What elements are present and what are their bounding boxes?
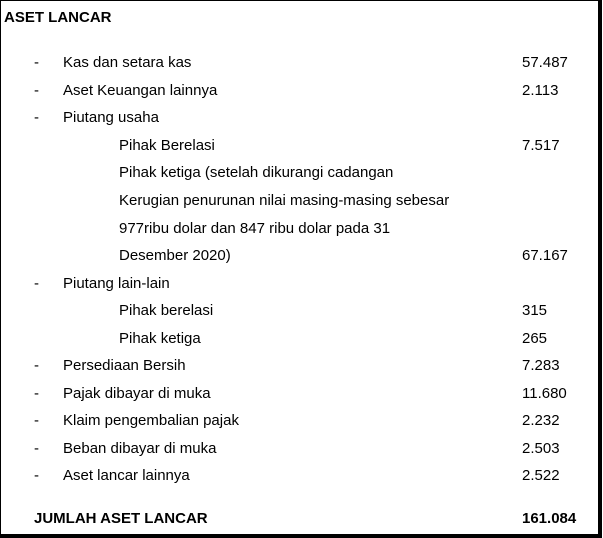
item-value: 7.283 [522, 357, 560, 374]
bullet-dash: - [34, 82, 39, 99]
bullet-dash: - [34, 357, 39, 374]
item-value: 67.167 [522, 247, 568, 264]
item-value: 265 [522, 330, 548, 347]
bullet-dash: - [34, 385, 39, 402]
bullet-dash: - [34, 275, 39, 292]
item-label: Piutang usaha [63, 109, 159, 126]
item-value: 2.503 [522, 440, 560, 457]
sub-item-label: Desember 2020) [119, 247, 231, 264]
list-item [1, 52, 598, 74]
bullet-dash: - [34, 54, 39, 71]
list-item [1, 190, 598, 212]
item-value: 2.232 [522, 412, 560, 429]
list-item [1, 465, 598, 487]
bullet-dash: - [34, 412, 39, 429]
list-item [1, 218, 598, 240]
item-label: Piutang lain-lain [63, 275, 170, 292]
list-item [1, 355, 598, 377]
item-value: 57.487 [522, 54, 568, 71]
item-label: Aset Keuangan lainnya [63, 82, 218, 99]
item-value: 2.522 [522, 467, 560, 484]
sub-item-label: Kerugian penurunan nilai masing-masing sebesar [119, 192, 450, 209]
sub-item-label: Pihak ketiga [119, 330, 201, 347]
list-item [1, 80, 598, 102]
item-label: Persediaan Bersih [63, 357, 186, 374]
bullet-dash: - [34, 467, 39, 484]
bullet-dash: - [34, 109, 39, 126]
total-label: JUMLAH ASET LANCAR [34, 510, 208, 527]
list-item [1, 438, 598, 460]
list-item [1, 107, 598, 129]
list-item [1, 300, 598, 322]
item-label: Kas dan setara kas [63, 54, 192, 71]
item-label: Pajak dibayar di muka [63, 385, 211, 402]
list-item [1, 328, 598, 350]
list-item [1, 383, 598, 405]
item-value: 2.113 [522, 82, 559, 99]
total-row [1, 508, 598, 530]
list-item [1, 162, 598, 184]
list-item [1, 245, 598, 267]
item-label: Beban dibayar di muka [63, 440, 217, 457]
total-value: 161.084 [522, 510, 577, 527]
sub-item-label: Pihak Berelasi [119, 137, 215, 154]
list-item [1, 135, 598, 157]
sub-item-label: 977ribu dolar dan 847 ribu dolar pada 31 [119, 220, 391, 237]
section-title: ASET LANCAR [4, 9, 112, 26]
item-label: Aset lancar lainnya [63, 467, 190, 484]
item-value: 7.517 [522, 137, 560, 154]
item-value: 11.680 [522, 385, 567, 402]
sub-item-label: Pihak berelasi [119, 302, 214, 319]
list-item [1, 273, 598, 295]
list-item [1, 410, 598, 432]
item-label: Klaim pengembalian pajak [63, 412, 239, 429]
sub-item-label: Pihak ketiga (setelah dikurangi cadangan [119, 164, 394, 181]
item-value: 315 [522, 302, 548, 319]
bullet-dash: - [34, 440, 39, 457]
